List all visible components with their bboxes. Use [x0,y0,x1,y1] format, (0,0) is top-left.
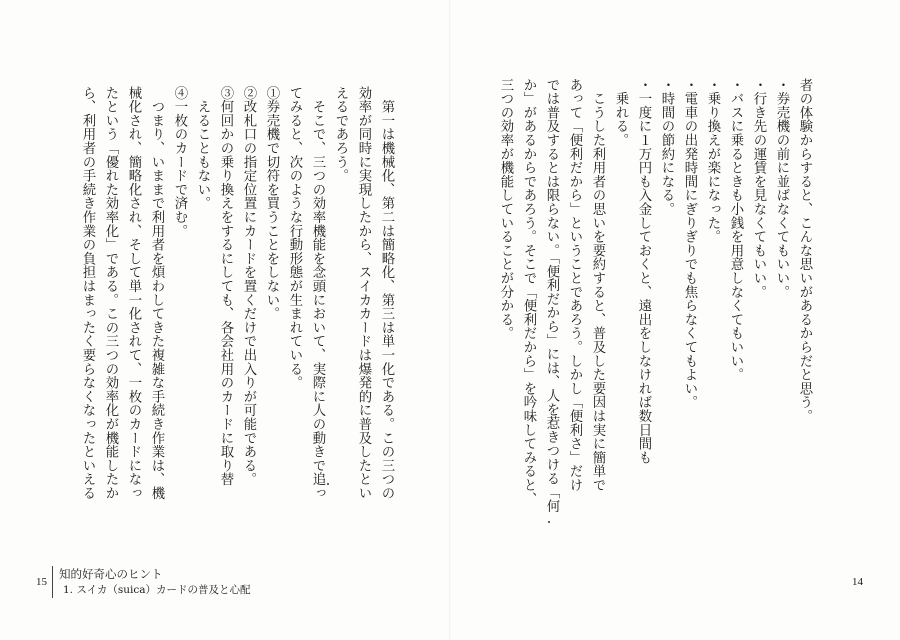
numbered-item: ④一枚のカードで済む。 [172,86,187,238]
bullet-line: 乗れる。 [613,78,628,147]
text-line: ら、利用者の手続き作業の負担はまったく要らなくなったといえる [80,86,95,500]
text-line: 三つの効率が機能していることが分かる。 [498,78,513,341]
scan-speck [327,483,329,485]
numbered-item: ③何回かの乗り換えをするにしても、各会社用のカードに取り替 [218,86,233,487]
text-line: 第一は機械化、第二は簡略化、第三は単一化である。この三つの [379,86,394,500]
numbered-item: ①券売機で切符を買うことをしない。 [264,86,279,321]
bullet-line: ・乗り換えが楽になった。 [705,78,720,244]
text-line: えるであろう。 [333,86,348,183]
bullet-line: ・電車の出発時間にぎりぎりでも焦らなくてもよい。 [682,78,697,410]
bullet-line: ・バスに乗るときも小銭を用意しなくてもいい。 [728,78,743,382]
text-line: つまり、いままで利用者を煩わしてきた複雑な手続き作業は、機 [149,86,164,500]
text-line: か」があるからであろう。そこで「便利だから」を吟味してみると、 [521,78,536,506]
text-line: 効率が同時に実現したから、スイカカードは爆発的に普及したとい [356,86,371,500]
text-line: では普及するとは限らない。「便利だから」には、人を惹きつける「何 [544,78,559,513]
text-line: 械化され、簡略化され、そして単一化されて、一枚のカードになっ [126,86,141,500]
running-subtitle: 1. スイカ（suica）カードの普及と心配 [63,584,251,596]
text-line: そこで、三つの効率機能を念頭において、実際に人の動きで追っ [310,86,325,500]
text-line: 者の体験からすると、こんな思いがあるからだと思う。 [797,78,812,423]
numbered-item: ②改札口の指定位置にカードを置くだけで出入りが可能である。 [241,86,256,487]
bullet-line: ・券売機の前に並ばなくてもいい。 [774,78,789,299]
text-line: てみると、次のような行動形態が生まれている。 [287,86,302,390]
book-gutter [449,0,451,640]
scan-speck [548,521,550,523]
page-number-right: 14 [852,576,863,588]
text-line: たという「優れた効率化」である。この三つの効率化が機能したか [103,86,118,500]
bullet-line: ・時間の節約になる。 [659,78,674,216]
right-page-text [494,78,816,513]
numbered-item: えることもない。 [195,86,210,211]
running-header [52,566,250,598]
bullet-line: ・行き先の運賃を見なくてもいい。 [751,78,766,299]
text-line: あって「便利だから」ということであろう。しかし「便利さ」だけ [567,78,582,492]
page-number-left: 15 [36,576,47,588]
left-page-text [76,86,398,500]
running-title: 知的好奇心のヒント [59,567,163,581]
bullet-line: ・一度に１万円も入金しておくと、遠出をしなければ数日間も [636,78,651,465]
text-line: こうした利用者の思いを要約すると、普及した要因は実に簡単で [590,78,605,492]
